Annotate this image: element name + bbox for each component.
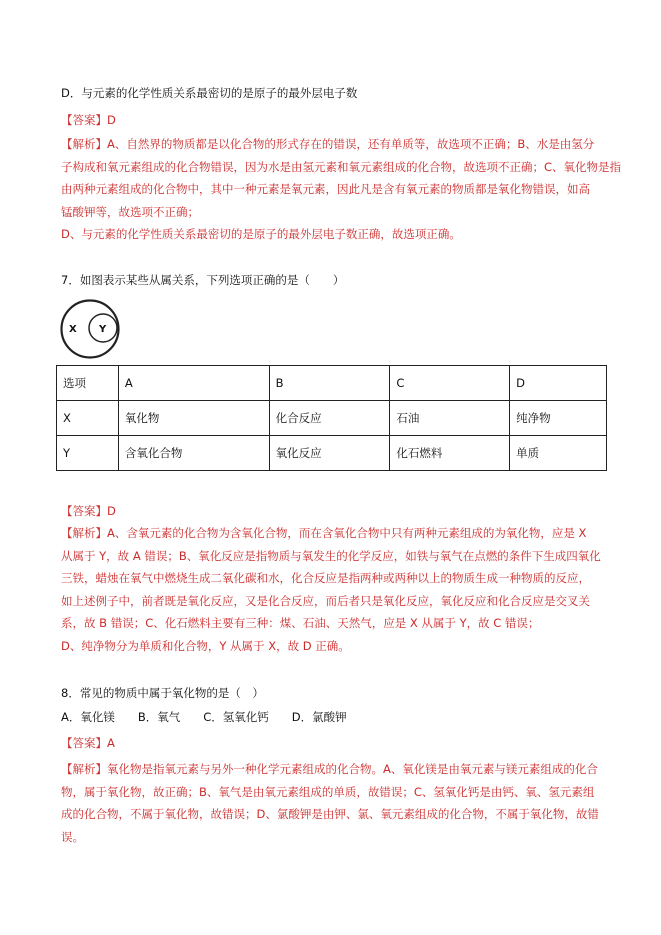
analysis-line: 系，故 B 错误；C、化石燃料主要有三种：煤、石油、天然气，应是 X 从属于 Y，故 C 错误；: [61, 616, 540, 630]
options-table: [56, 365, 607, 471]
analysis-line: 成的化合物，不属于氧化物，故错误；D、氯酸钾是由钾、氯、氧元素组成的化合物，不属于氧化物，故错: [61, 807, 599, 821]
table-cell: X: [57, 401, 119, 436]
table-cell: 氧化反应: [269, 436, 390, 471]
table-cell: 氧化物: [118, 401, 269, 436]
analysis-line: 【解析】氧化物是指氧元素与另外一种化学元素组成的化合物。A、氧化镁是由氧元素与镁元素组成的化合: [61, 762, 598, 776]
venn-diagram: [56, 297, 128, 361]
table-cell: 含氧化合物: [118, 436, 269, 471]
analysis-line: 【解析】A、自然界的物质都是以化合物的形式存在的错误，还有单质等，故选项不正确；B、水是由氢分: [61, 137, 595, 151]
inner-label: Y: [99, 324, 107, 335]
table-row: [57, 366, 607, 401]
q7-answer: 【答案】D: [61, 504, 116, 518]
table-cell: C: [390, 366, 510, 401]
table-cell: 化合反应: [269, 401, 390, 436]
q8-analysis: [61, 758, 616, 848]
analysis-line: 物，属于氧化物，故正确；B、氧气是由氧元素组成的单质，故错误；C、氢氧化钙是由钙、氧、氢元素组: [61, 784, 595, 799]
q6-option-d: D．与元素的化学性质关系最密切的是原子的最外层电子数: [61, 86, 358, 100]
analysis-line: 误。: [61, 829, 84, 844]
q6-analysis: [61, 133, 622, 246]
outer-label: X: [69, 324, 77, 335]
table-cell: Y: [57, 436, 119, 471]
table-cell: 选项: [57, 366, 119, 401]
analysis-line: 由两种元素组成的化合物中，其中一种元素是氧元素，因此凡是含有氧元素的物质都是氧化物错误，如高: [61, 182, 590, 196]
analysis-line: 三铁，蜡烛在氧气中燃烧生成二氧化碳和水，化合反应是指两种或两种以上的物质生成一种物质的反应，: [61, 571, 590, 585]
analysis-line: 从属于 Y，故 A 错误；B、氧化反应是指物质与氧发生的化学反应，如铁与氧气在点燃的条件下生成四氧化: [61, 548, 601, 563]
q8-options: A．氧化镁 B．氧气 C．氢氧化钙 D．氯酸钾: [61, 710, 347, 724]
q8-answer: 【答案】A: [61, 736, 115, 750]
q8-stem: 8．常见的物质中属于氧化物的是（ ）: [61, 686, 264, 700]
table-cell: B: [269, 366, 390, 401]
table-cell: A: [118, 366, 269, 401]
table-row: [57, 436, 607, 471]
table-cell: 单质: [510, 436, 607, 471]
analysis-line: 【解析】A、含氧元素的化合物为含氧化合物，而在含氧化合物中只有两种元素组成的为氧化物，应是 X: [61, 526, 587, 540]
analysis-line: 如上述例子中，前者既是氧化反应，又是化合反应，而后者只是氧化反应，氧化反应和化合反应是交叉关: [61, 593, 590, 608]
table-cell: 纯净物: [510, 401, 607, 436]
q6-answer: 【答案】D: [61, 113, 116, 127]
table-cell: 石油: [390, 401, 510, 436]
q7-stem: 7．如图表示某些从属关系，下列选项正确的是（ ）: [61, 273, 345, 287]
analysis-line: D、与元素的化学性质关系最密切的是原子的最外层电子数正确，故选项正确。: [61, 227, 461, 241]
analysis-line: 子构成和氧元素组成的化合物错误，因为水是由氢元素和氧元素组成的化合物，故选项不正确；C、氧化物是指: [61, 159, 622, 174]
analysis-line: 锰酸钾等，故选项不正确；: [61, 204, 199, 219]
table-cell: D: [510, 366, 607, 401]
table-row: [57, 401, 607, 436]
q7-analysis: [61, 522, 616, 657]
table-cell: 化石燃料: [390, 436, 510, 471]
analysis-line: D、纯净物分为单质和化合物，Y 从属于 X，故 D 正确。: [61, 638, 350, 653]
